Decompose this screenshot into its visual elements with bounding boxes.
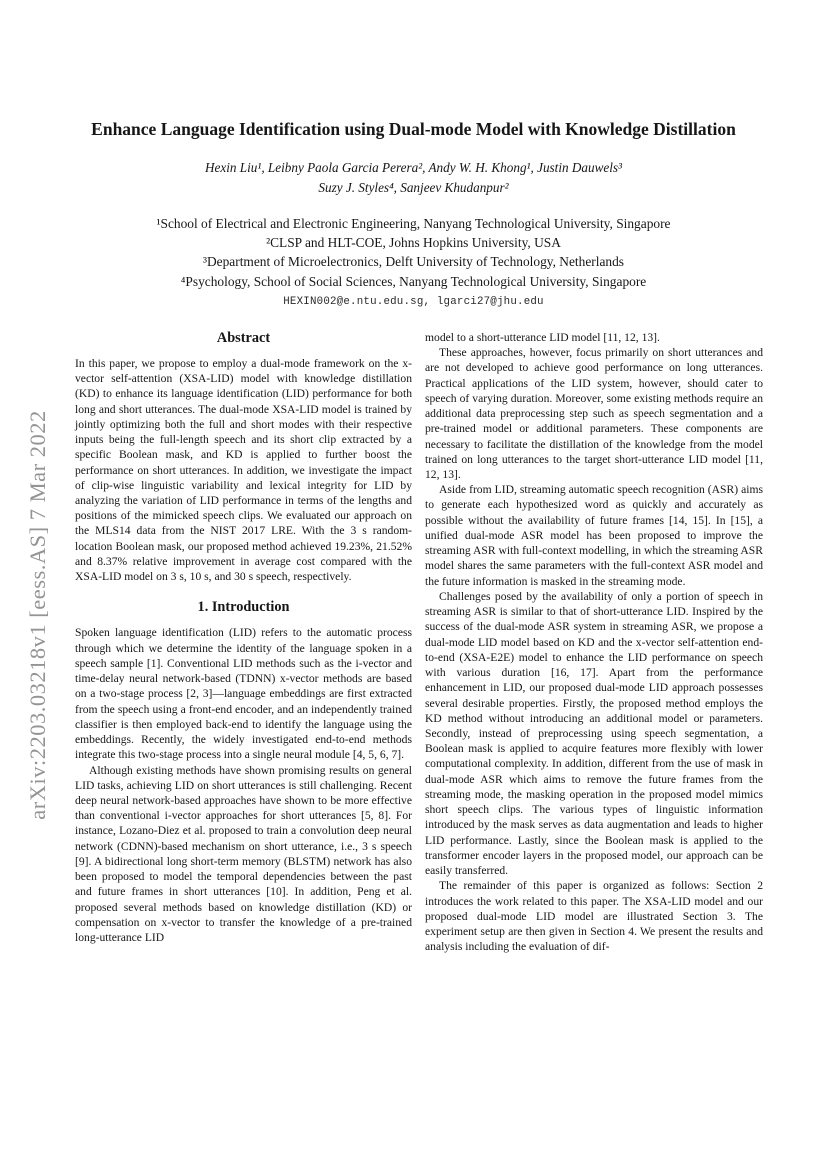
left-column bbox=[75, 330, 412, 955]
introduction-body bbox=[75, 625, 412, 945]
paragraph: Challenges posed by the availability of only a portion of speech in streaming ASR is similar to that of short-utterance LID. Inspired by the success of the dual-mode ASR system in streaming ASR, we propose a dual-mode LID model based on KD and the x-vector self-attention end-to-end (XSA-E2E) model to enhance the LID performance on speech with various duration [16, 17]. Apart from the performance enhancement in LID, our proposed dual-mode LID approach possesses several desirable properties. Firstly, the proposed method employs the KD method without introducing an additional model or parameters. Secondly, instead of preprocessing using speech segmentation, a Boolean mask is applied to acquire features more flexibly with lower computational complexity. In addition, different from the use of mask in dual-mode ASR which aims to remove the future frames from the streaming mode, the masking operation in the proposed model mimics short speech clips. The various types of linguistic information introduced by the mask serves as data augmentation and leads to higher LID performance. Lastly, since the Boolean mask is applied to the transformer encoder layers in the proposed model, our approach can be easily transferred. bbox=[425, 589, 763, 878]
right-column bbox=[425, 330, 763, 955]
author-list bbox=[0, 158, 827, 198]
two-column-body bbox=[75, 330, 763, 955]
author-line-2: Suzy J. Styles⁴, Sanjeev Khudanpur² bbox=[318, 179, 509, 195]
arxiv-watermark: arXiv:2203.03218v1 [eess.AS] 7 Mar 2022 bbox=[25, 410, 50, 820]
paper-title: Enhance Language Identification using Dual-mode Model with Knowledge Distillation bbox=[91, 119, 736, 139]
affiliation-3: ³Department of Microelectronics, Delft University of Technology, Netherlands bbox=[202, 254, 625, 270]
paragraph: model to a short-utterance LID model [11, 12, 13]. bbox=[425, 330, 660, 344]
paragraph: These approaches, however, focus primarily on short utterances and are not developed to achieve good performance on long utterances. Practical applications of the LID system, however, should cater to speech of varying duration. Moreover, some existing methods require an additional data preprocessing step such as speech segmentation and a pre-trained model or additional parameters. These components are necessary to facilitate the distillation of the knowledge from the model trained on long utterances to the target short-utterance LID model [11, 12, 13]. bbox=[425, 346, 763, 481]
abstract-body bbox=[75, 356, 412, 585]
affiliation-4: ⁴Psychology, School of Social Sciences, Nanyang Technological University, Singapore bbox=[180, 273, 647, 289]
affiliation-1: ¹School of Electrical and Electronic Engineering, Nanyang Technological University, Singapore bbox=[156, 215, 671, 231]
affiliation-2: ²CLSP and HLT-COE, Johns Hopkins University, USA bbox=[266, 234, 561, 250]
affiliation-list bbox=[0, 214, 827, 291]
paragraph: Aside from LID, streaming automatic speech recognition (ASR) aims to generate each hypothesized word as quickly and accurately as possible without the availability of future frames [14, 15]. In [15], a unified dual-mode ASR model has been proposed to improve the streaming ASR with full-context modelling, in which the streaming ASR model shares the same parameters with the full-context ASR model and the future information is masked in the streaming mode. bbox=[425, 483, 763, 588]
introduction-heading: 1. Introduction bbox=[197, 599, 290, 616]
paper-header bbox=[0, 0, 827, 308]
paragraph: Although existing methods have shown promising results on general LID tasks, achieving LID on short utterances is still challenging. Recent deep neural network-based approaches have shown to be more effective than conventional i-vector approaches for short utterances [5, 8]. For instance, Lozano-Diez et al. proposed to train a convolution deep neural network (CDNN)-based mechanism on short utterance, i.e., 3 s speech [9]. A bidirectional long short-term memory (BLSTM) network has also been proposed to model the temporal dependencies between the past and future frames in short utterances [10]. In addition, Peng et al. proposed several methods based on knowledge distillation (KD) or compensation on x-vector to transfer the knowledge of a pre-trained long-utterance LID bbox=[75, 763, 412, 945]
paragraph: In this paper, we propose to employ a dual-mode framework on the x-vector self-attention (XSA-LID) model with knowledge distillation (KD) to enhance its language identification (LID) performance for both long and short utterances. The dual-mode XSA-LID model is trained by jointly optimizing both the full and short modes with their respective inputs being the full-length speech and its short clip extracted by a specific Boolean mask, and KD is applied to further boost the performance on short utterances. In addition, we investigate the impact of clip-wise linguistic variability and lexical integrity for LID by analyzing the variation of LID performance in terms of the lengths and positions of the mimicked speech clips. We evaluated our approach on the MLS14 data from the NIST 2017 LRE. With the 3 s random-location Boolean mask, our proposed method achieved 19.23%, 21.52% and 8.37% relative improvement in average cost compared with the XSA-LID model on 3 s, 10 s, and 30 s speech, respectively. bbox=[75, 356, 412, 584]
paragraph: The remainder of this paper is organized as follows: Section 2 introduces the work related to this paper. The XSA-LID model and our proposed dual-mode LID model are illustrated Section 3. The experiment setup are then given in Section 4. We present the results and analysis including the evaluation of dif- bbox=[425, 879, 763, 954]
author-emails: HEXIN002@e.ntu.edu.sg, lgarci27@jhu.edu bbox=[283, 295, 544, 308]
right-column-body bbox=[425, 330, 763, 955]
abstract-heading: Abstract bbox=[216, 329, 271, 346]
author-line-1: Hexin Liu¹, Leibny Paola Garcia Perera², Andy W. H. Khong¹, Justin Dauwels³ bbox=[204, 160, 623, 176]
paragraph: Spoken language identification (LID) refers to the automatic process through which we determine the identity of the language spoken in a speech sample [1]. Conventional LID methods such as the i-vector and time-delay neural network-based (TDNN) x-vector methods are based on a two-stage process [2, 3]—language embeddings are first extracted from the speech using a front-end encoder, and an independently trained classifier is then employed back-end to identify the language using the embeddings. Recently, the widely investigated end-to-end methods integrate this two-stage process into a single neural module [4, 5, 6, 7]. bbox=[75, 626, 412, 762]
